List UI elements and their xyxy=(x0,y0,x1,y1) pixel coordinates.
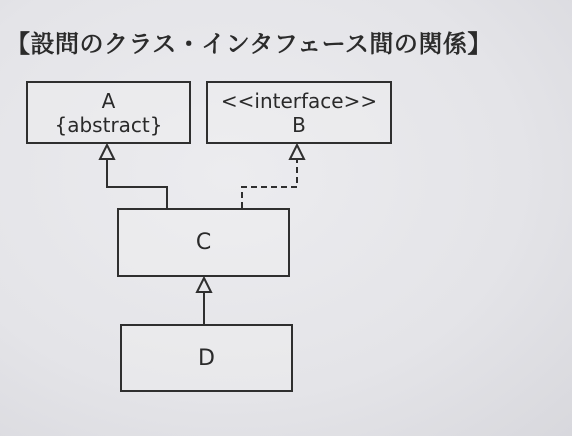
class-d-box xyxy=(120,324,293,392)
c-to-a-generalization-arrowhead xyxy=(100,145,114,159)
class-d-name: D xyxy=(198,346,215,371)
class-a-name: A xyxy=(101,89,116,113)
interface-b-stereotype: <<interface>> xyxy=(220,89,378,113)
d-to-c-generalization-arrowhead xyxy=(197,278,211,292)
interface-b-box xyxy=(206,81,392,144)
c-to-a-generalization-line xyxy=(107,159,167,208)
class-c-box xyxy=(117,208,290,277)
class-c-name: C xyxy=(195,230,212,255)
c-to-b-realization-line xyxy=(242,159,297,208)
interface-b-name: B xyxy=(292,113,306,137)
class-a-box xyxy=(26,81,191,144)
c-to-b-realization-arrowhead xyxy=(290,145,304,159)
diagram-title: 【設問のクラス・インタフェース間の関係】 xyxy=(6,30,492,58)
class-a-stereotype: {abstract} xyxy=(54,113,163,137)
